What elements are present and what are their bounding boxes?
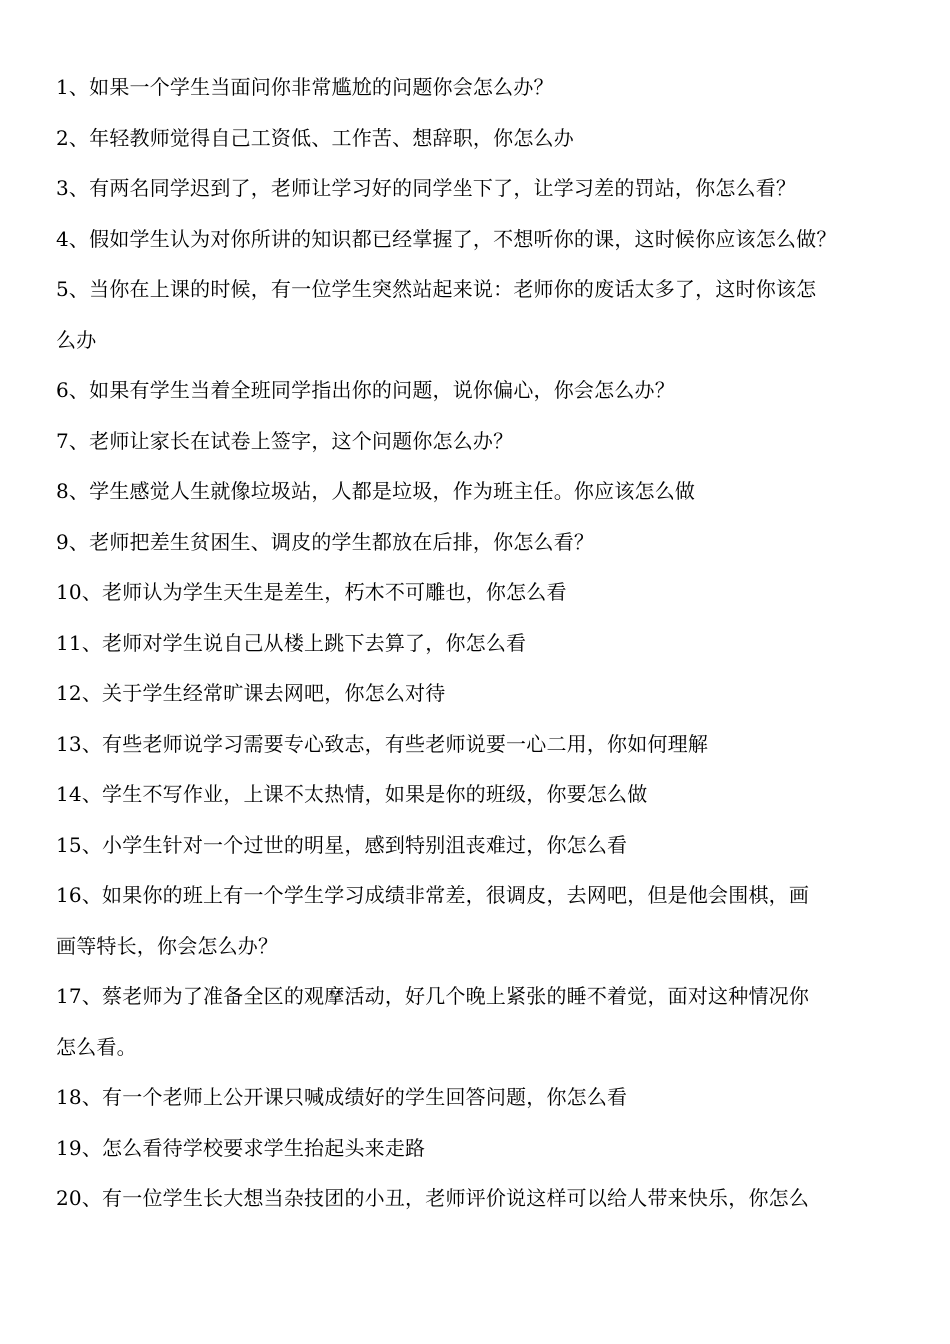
- question-line: 10、老师认为学生天生是差生，朽木不可雕也，你怎么看: [56, 580, 567, 604]
- question-line: 6、如果有学生当着全班同学指出你的问题，说你偏心，你会怎么办？: [56, 378, 675, 402]
- question-line-continuation: 么办: [56, 327, 97, 352]
- question-line: 16、如果你的班上有一个学生学习成绩非常差，很调皮，去网吧，但是他会围棋，画: [56, 883, 810, 907]
- question-line: 15、小学生针对一个过世的明星，感到特别沮丧难过，你怎么看: [56, 832, 628, 857]
- question-line: 4、假如学生认为对你所讲的知识都已经掌握了，不想听你的课，这时候你应该怎么做？: [56, 226, 837, 251]
- question-line: 14、学生不写作业，上课不太热情，如果是你的班级，你要怎么做: [56, 782, 648, 806]
- question-line: 17、蔡老师为了准备全区的观摩活动，好几个晚上紧张的睡不着觉，面对这种情况你: [56, 984, 810, 1008]
- question-line: 20、有一位学生长大想当杂技团的小丑，老师评价说这样可以给人带来快乐，你怎么: [56, 1186, 810, 1210]
- question-line: 13、有些老师说学习需要专心致志，有些老师说要一心二用，你如何理解: [56, 731, 709, 756]
- question-line: 3、有两名同学迟到了，老师让学习好的同学坐下了，让学习差的罚站，你怎么看？: [56, 176, 797, 200]
- question-line: 12、关于学生经常旷课去网吧，你怎么对待: [56, 681, 446, 705]
- question-line: 1、如果一个学生当面问你非常尴尬的问题你会怎么办？: [56, 75, 554, 99]
- question-line: 5、当你在上课的时候，有一位学生突然站起来说：老师你的废话太多了，这时你该怎: [56, 277, 817, 301]
- question-line: 2、年轻教师觉得自己工资低、工作苦、想辞职，你怎么办: [56, 125, 574, 150]
- question-list: [56, 62, 896, 1224]
- question-line-continuation: 画等特长，你会怎么办？: [56, 933, 279, 958]
- question-line: 8、学生感觉人生就像垃圾站，人都是垃圾，作为班主任。你应该怎么做: [56, 479, 696, 503]
- question-line-continuation: 怎么看。: [56, 1034, 137, 1059]
- question-line: 7、老师让家长在试卷上签字，这个问题你怎么办？: [56, 428, 514, 453]
- question-line: 19、怎么看待学校要求学生抬起头来走路: [56, 1135, 426, 1160]
- question-line: 9、老师把差生贫困生、调皮的学生都放在后排，你怎么看？: [56, 529, 595, 554]
- question-line: 11、老师对学生说自己从楼上跳下去算了，你怎么看: [56, 630, 527, 655]
- question-line: 18、有一个老师上公开课只喊成绩好的学生回答问题，你怎么看: [56, 1085, 628, 1109]
